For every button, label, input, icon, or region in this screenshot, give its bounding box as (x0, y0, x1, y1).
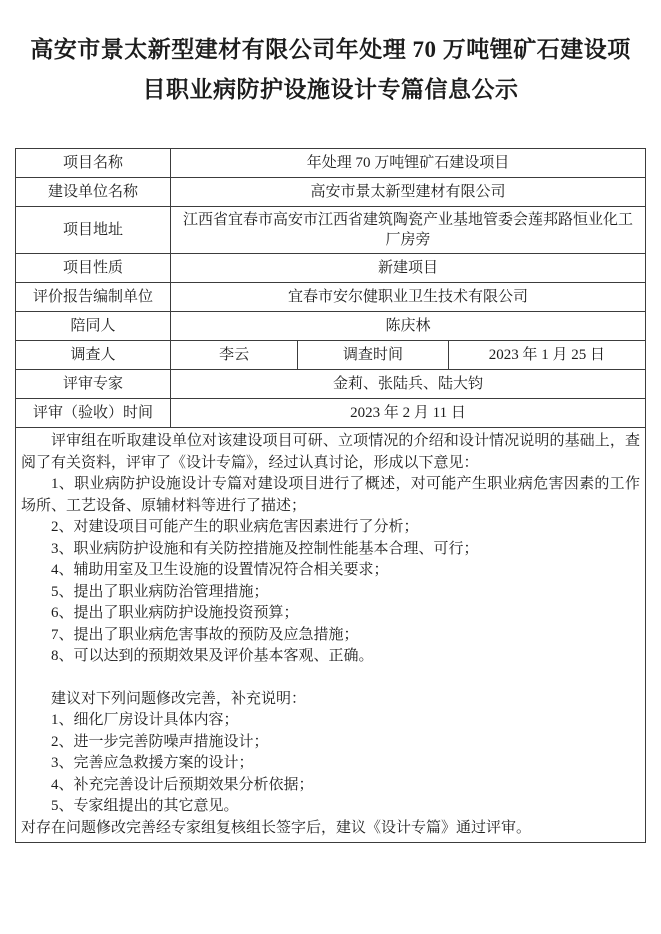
row-label: 调查人 (16, 341, 171, 370)
suggestion-item: 3、完善应急救援方案的设计； (51, 755, 254, 771)
row-value: 宜春市安尔健职业卫生技术有限公司 (170, 283, 645, 312)
opinion-item: 8、可以达到的预期效果及评价基本客观、正确。 (51, 648, 374, 664)
info-table (15, 148, 646, 843)
row-value: 2023 年 2 月 11 日 (170, 399, 645, 428)
opinion-item: 4、辅助用室及卫生设施的设置情况符合相关要求； (51, 562, 389, 578)
row-label: 陪同人 (16, 312, 171, 341)
suggestion-item: 1、细化厂房设计具体内容； (51, 712, 239, 728)
suggestion-item: 2、进一步完善防噪声措施设计； (51, 733, 269, 750)
row-label: 建设单位名称 (16, 178, 171, 207)
row-label: 评价报告编制单位 (16, 283, 171, 312)
table-row-construction-unit (16, 178, 646, 207)
row-value: 陈庆林 (170, 312, 645, 341)
suggestion-item: 5、专家组提出的其它意见。 (51, 798, 239, 814)
row-value: 新建项目 (170, 254, 645, 283)
table-row-project-name (16, 149, 646, 178)
row-value-2: 2023 年 1 月 25 日 (448, 341, 645, 370)
row-value: 金莉、张陆兵、陆大钧 (170, 370, 645, 399)
opinion-conclusion: 对存在问题修改完善经专家组复核组长签字后，建议《设计专篇》通过评审。 (21, 819, 532, 836)
table-row-project-nature (16, 254, 646, 283)
row-label: 项目名称 (16, 149, 171, 178)
opinion-item: 7、提出了职业病危害事故的预防及应急措施； (51, 626, 359, 643)
row-label-2: 调查时间 (298, 341, 449, 370)
row-label: 项目性质 (16, 254, 171, 283)
row-value: 高安市景太新型建材有限公司 (170, 178, 645, 207)
opinion-item: 5、提出了职业病防治管理措施； (51, 583, 269, 600)
opinion-item: 2、对建设项目可能产生的职业病危害因素进行了分析； (51, 519, 419, 535)
row-label: 项目地址 (16, 207, 171, 254)
row-value: 年处理 70 万吨锂矿石建设项目 (170, 149, 645, 178)
row-label: 评审（验收）时间 (16, 399, 171, 428)
table-row-review-time (16, 399, 646, 428)
row-value: 江西省宜春市高安市江西省建筑陶瓷产业基地管委会莲邦路恒业化工厂房旁 (170, 207, 645, 254)
row-value: 李云 (170, 341, 297, 370)
review-opinion-cell (16, 428, 646, 843)
opinion-item: 1、职业病防护设施设计专篇对建设项目进行了概述，对可能产生职业病危害因素的工作场所、工艺设备、原辅材料等进行了描述； (21, 476, 640, 514)
table-row-project-address (16, 207, 646, 254)
opinion-intro: 评审组在听取建设单位对该建设项目可研、立项情况的介绍和设计情况说明的基础上，查阅了有关资料，评审了《设计专篇》，经过认真讨论，形成以下意见： (21, 433, 640, 471)
blank-line (21, 668, 640, 689)
suggestion-item: 4、补充完善设计后预期效果分析依据； (51, 776, 314, 793)
opinion-item: 6、提出了职业病防护设施投资预算； (51, 605, 299, 621)
table-row-investigator (16, 341, 646, 370)
opinion-item: 3、职业病防护设施和有关防控措施及控制性能基本合理、可行； (51, 540, 479, 557)
table-row-accompanying-person (16, 312, 646, 341)
page-title: 高安市景太新型建材有限公司年处理 70 万吨锂矿石建设项目职业病防护设施设计专篇信息公示 (30, 37, 631, 102)
table-row-review-experts (16, 370, 646, 399)
row-label: 评审专家 (16, 370, 171, 399)
table-row-report-compiler (16, 283, 646, 312)
suggestion-intro: 建议对下列问题修改完善，补充说明： (51, 690, 307, 707)
table-row-review-opinion (16, 428, 646, 843)
